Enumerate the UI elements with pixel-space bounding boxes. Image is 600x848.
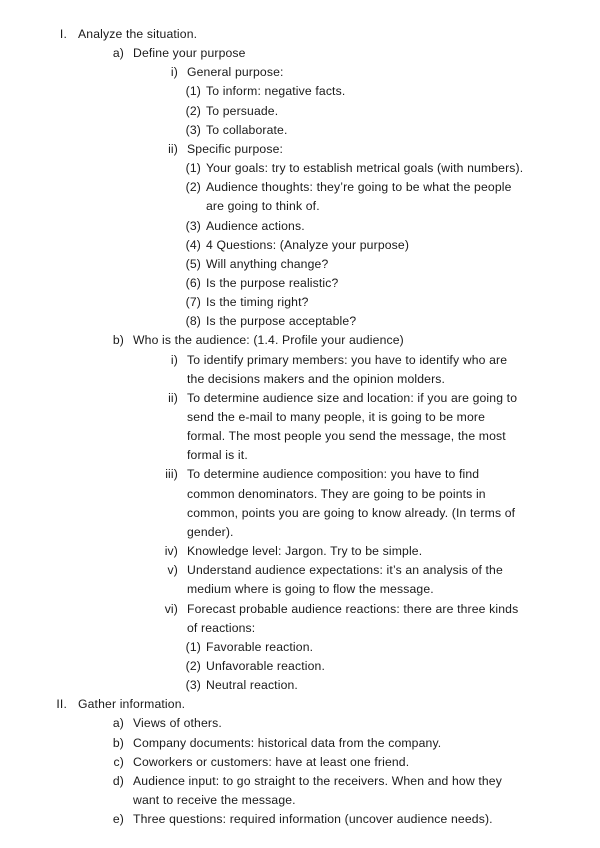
outline-marker: b) bbox=[112, 333, 124, 348]
outline-text: To collaborate. bbox=[206, 122, 288, 137]
outline-line bbox=[0, 178, 600, 197]
outline-text: Knowledge level: Jargon. Try to be simple. bbox=[187, 544, 423, 558]
outline-line bbox=[0, 600, 600, 619]
outline-text: To determine audience size and location: if you are going to bbox=[187, 390, 518, 405]
outline-line bbox=[0, 427, 600, 446]
outline-text: Is the purpose acceptable? bbox=[206, 314, 357, 329]
outline-line bbox=[0, 465, 600, 484]
outline-marker: a) bbox=[112, 716, 124, 731]
outline-marker: I. bbox=[59, 27, 67, 41]
outline-marker: (3) bbox=[185, 678, 201, 693]
outline-line bbox=[0, 695, 600, 714]
outline-text: Coworkers or customers: have at least one friend. bbox=[133, 754, 410, 769]
outline-marker: iv) bbox=[164, 544, 178, 558]
outline-marker: d) bbox=[112, 773, 124, 788]
outline-text: common, points you are going to know already. (In terms of bbox=[187, 505, 516, 520]
outline-marker: ii) bbox=[168, 141, 178, 156]
outline-text: Three questions: required information (uncover audience needs). bbox=[133, 812, 493, 827]
outline-line bbox=[0, 217, 600, 236]
outline-text: Unfavorable reaction. bbox=[206, 658, 325, 673]
outline-line bbox=[0, 676, 600, 695]
outline-text: Specific purpose: bbox=[187, 141, 284, 156]
outline-text: of reactions: bbox=[187, 620, 256, 635]
outline-marker: iii) bbox=[165, 467, 178, 482]
outline-text: medium where is going to flow the message. bbox=[187, 582, 434, 597]
outline-marker: (1) bbox=[185, 84, 201, 99]
outline-line bbox=[0, 561, 600, 580]
outline-marker: i) bbox=[170, 65, 178, 80]
outline-text: Will anything change? bbox=[206, 256, 329, 271]
outline-text: 4 Questions: (Analyze your purpose) bbox=[206, 237, 410, 252]
outline-marker: (8) bbox=[185, 314, 201, 329]
outline-line bbox=[0, 523, 600, 542]
outline-text: Audience input: to go straight to the receivers. When and how they bbox=[133, 773, 502, 788]
outline-line bbox=[0, 734, 600, 753]
outline-text: General purpose: bbox=[187, 65, 284, 80]
outline-marker: (2) bbox=[185, 180, 201, 195]
outline-marker: (1) bbox=[185, 161, 201, 175]
outline-line bbox=[0, 772, 600, 791]
outline-line bbox=[0, 140, 600, 159]
outline-line bbox=[0, 82, 600, 101]
outline-line bbox=[0, 236, 600, 255]
outline-marker: ii) bbox=[168, 390, 178, 405]
outline-marker: i) bbox=[170, 352, 178, 367]
outline-marker: (3) bbox=[185, 122, 201, 137]
outline-line bbox=[0, 25, 600, 44]
outline-line bbox=[0, 810, 600, 829]
outline-line bbox=[0, 255, 600, 274]
outline-line bbox=[0, 159, 600, 178]
outline-marker: vi) bbox=[164, 601, 178, 616]
outline-text: Who is the audience: (1.4. Profile your audience) bbox=[133, 333, 404, 348]
outline-line bbox=[0, 619, 600, 638]
outline-text: formal. The most people you send the message, the most bbox=[187, 429, 506, 444]
outline-marker: (6) bbox=[185, 275, 201, 290]
outline-text: Analyze the situation. bbox=[78, 27, 198, 41]
outline-line bbox=[0, 331, 600, 350]
outline-marker: b) bbox=[112, 735, 124, 750]
outline-text: Is the timing right? bbox=[206, 295, 309, 310]
outline-line bbox=[0, 351, 600, 370]
outline-marker: (7) bbox=[185, 295, 201, 310]
outline-line bbox=[0, 274, 600, 293]
outline-text: common denominators. They are going to be points in bbox=[187, 486, 486, 501]
outline-marker: (3) bbox=[185, 218, 201, 233]
outline-marker: (2) bbox=[185, 658, 201, 673]
outline-line bbox=[0, 389, 600, 408]
outline-text: Understand audience expectations: it’s an analysis of the bbox=[187, 563, 503, 578]
outline-marker: (2) bbox=[185, 103, 201, 118]
outline-text: Neutral reaction. bbox=[206, 678, 298, 693]
outline-line bbox=[0, 121, 600, 140]
outline-text: Gather information. bbox=[78, 697, 186, 712]
outline-line bbox=[0, 580, 600, 599]
outline-text: Audience actions. bbox=[206, 218, 305, 233]
outline-text: Your goals: try to establish metrical goals (with numbers). bbox=[206, 161, 524, 175]
outline-text: To determine audience composition: you have to find bbox=[187, 467, 480, 482]
outline-line bbox=[0, 753, 600, 772]
outline-marker: (4) bbox=[185, 237, 201, 252]
outline-line bbox=[0, 102, 600, 121]
outline-line bbox=[0, 446, 600, 465]
outline-line bbox=[0, 657, 600, 676]
outline-line bbox=[0, 504, 600, 523]
outline-line bbox=[0, 312, 600, 331]
outline-line bbox=[0, 63, 600, 82]
outline-line bbox=[0, 714, 600, 733]
outline-line bbox=[0, 370, 600, 389]
outline-marker: a) bbox=[112, 46, 124, 61]
outline-line bbox=[0, 638, 600, 657]
outline-text: formal is it. bbox=[187, 448, 248, 463]
outline-line bbox=[0, 293, 600, 312]
outline-text: Views of others. bbox=[133, 716, 222, 731]
outline-text: Forecast probable audience reactions: there are three kinds bbox=[187, 601, 519, 616]
outline-text: Audience thoughts: they’re going to be what the people bbox=[206, 180, 512, 195]
outline-text: Favorable reaction. bbox=[206, 639, 314, 654]
outline-text: send the e-mail to many people, it is going to be more bbox=[187, 410, 486, 424]
outline-text: Company documents: historical data from the company. bbox=[133, 735, 442, 750]
outline-text: Is the purpose realistic? bbox=[206, 275, 339, 290]
outline-line bbox=[0, 791, 600, 810]
outline-marker: (5) bbox=[185, 256, 201, 271]
outline-text: To persuade. bbox=[206, 103, 279, 118]
outline-text: To inform: negative facts. bbox=[206, 84, 346, 99]
outline-marker: v) bbox=[167, 563, 178, 578]
outline-text: are going to think of. bbox=[206, 199, 320, 214]
outline-line bbox=[0, 44, 600, 63]
outline-marker: e) bbox=[112, 812, 124, 827]
outline-text: the decisions makers and the opinion molders. bbox=[187, 371, 446, 386]
outline-line bbox=[0, 485, 600, 504]
outline-text: want to receive the message. bbox=[133, 793, 296, 807]
outline-marker: II. bbox=[56, 697, 67, 712]
outline-marker: (1) bbox=[185, 639, 201, 654]
outline-line bbox=[0, 408, 600, 427]
outline-line bbox=[0, 197, 600, 216]
outline-line bbox=[0, 542, 600, 561]
outline-text: To identify primary members: you have to identify who are bbox=[187, 352, 508, 367]
outline-text: gender). bbox=[187, 524, 234, 539]
outline-marker: c) bbox=[113, 754, 124, 769]
outline-text: Define your purpose bbox=[133, 46, 246, 61]
